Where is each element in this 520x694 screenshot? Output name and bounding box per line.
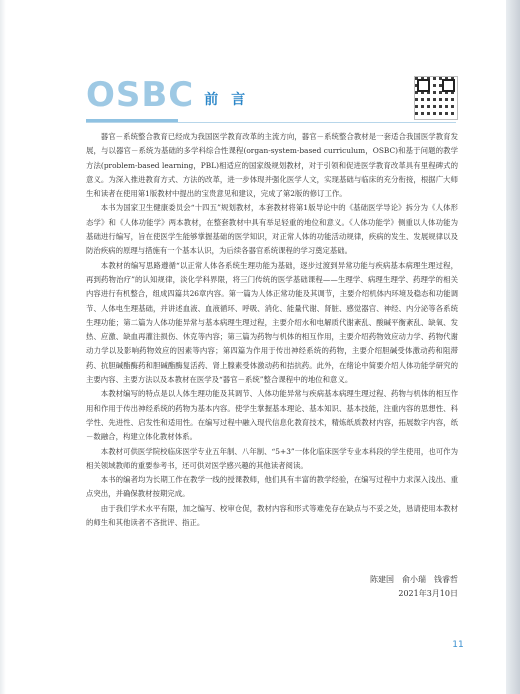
page-title: 前 言 — [204, 92, 250, 108]
left-page-gutter — [0, 0, 6, 694]
header — [86, 75, 250, 115]
paragraph: 本教材编写的特点是以人体生理功能及其调节、人体功能异常与疾病基本病理生理过程、药物与机体的相互作用和作用于传出神经系统的药物为基本内容。使学生掌握基本理论、基本知识、基本技能，注重内容的思想性、科学性、先进性、启发性和适用性。在编写过程中融入现代信息化教育技术，精炼纸质教材内容，拓展数字内容，纸－数融合，构建立体化教材体系。 — [86, 389, 458, 442]
signature-block — [300, 573, 458, 601]
paragraph: 本书的编者均为长期工作在教学一线的授课教师，他们具有丰富的教学经验，在编写过程中力求深入浅出、重点突出，并确保教材按期完成。 — [86, 475, 458, 499]
title-underline — [86, 122, 456, 123]
paragraph: 本书为国家卫生健康委员会“十四五”规划教材，本套教材将第1版导论中的《基础医学导论》拆分为《人体形态学》和《人体功能学》两本教材，在整套教材中具有举足轻重的地位和意义。《人体功能学》侧重以人体功能为基础进行编写，旨在使医学生能够掌握基础的医学知识，对正常人体的功能活动规律，疾病的发生、发展规律以及防治疾病的原理与措施有一个基本认识，为后续各器官系统课程的学习奠定基础。 — [86, 203, 458, 256]
preface-body — [86, 130, 458, 530]
signature-date: 2021年3月10日 — [398, 589, 458, 598]
paragraph: 器官－系统整合教育已经成为我国医学教育改革的主流方向，器官－系统整合教材是一套适合我国医学教育发展，与以器官－系统为基础的多学科综合性课程(organ-system-based curriculum，OSBC)和基于问题的教学方法(problem-based learning，PBL)相适应的国家级规划教材，对于引领和促进医学教育改革具有里程碑式的意义。为深入推进教育方式、方法的改革，进一步体现并强化医学人文，实现基础与临床的充分衔接，根据广大师生和读者在使用第1版教材中提出的宝贵意见和建议，完成了第2版的修订工作。 — [86, 132, 458, 199]
page-number: 11 — [452, 640, 464, 650]
qr-code-icon[interactable] — [414, 76, 458, 120]
paragraph: 本教材的编写思路遵循“以正常人体各系统生理功能为基础，逐步过渡到异常功能与疾病基本病理生理过程，再到药物治疗”的认知规律，淡化学科界限，将三门传统的医学基础课程——生理学、病理生理学、药理学的相关内容进行有机整合，组成四篇共26章内容。第一篇为人体正常功能及其调节，主要介绍机体内环境及稳态和功能调节、人体电生理基础，并讲述血液、血液循环、呼吸、消化、能量代谢、肾脏、感觉器官、神经、内分泌等各系统生理功能；第二篇为人体功能异常与基本病理生理过程，主要介绍水和电解质代谢紊乱、酸碱平衡紊乱、缺氧、发热、应激、缺血再灌注损伤、休克等内容；第三篇为药物与机体的相互作用，主要介绍药物效应动力学、药物代谢动力学以及影响药物效应的因素等内容；第四篇为作用于传出神经系统的药物，主要介绍胆碱受体激动药和阻滞药、抗胆碱酯酶药和胆碱酯酶复活药、肾上腺素受体激动药和拮抗药。此外，在绪论中简要介绍人体功能学研究的主要内容、主要方法以及本教材在医学及“器官－系统”整合课程中的地位和意义。 — [86, 260, 458, 385]
paragraph: 由于我们学术水平有限，加之编写、校审仓促，教材内容和形式等难免存在缺点与不妥之处，恳请使用本教材的师生和其他读者不吝批评、指正。 — [86, 503, 458, 528]
author-names: 陈建国 俞小瑞 钱睿哲 — [370, 575, 458, 584]
paragraph: 本教材可供医学院校临床医学专业五年制、八年制、“5+3”一体化临床医学专业本科段的学生使用，也可作为相关领域教师的重要参考书，还可供对医学感兴趣的其他读者阅读。 — [86, 446, 458, 470]
osbc-logo: OSBC — [86, 75, 195, 115]
right-edge-bar — [506, 0, 520, 694]
